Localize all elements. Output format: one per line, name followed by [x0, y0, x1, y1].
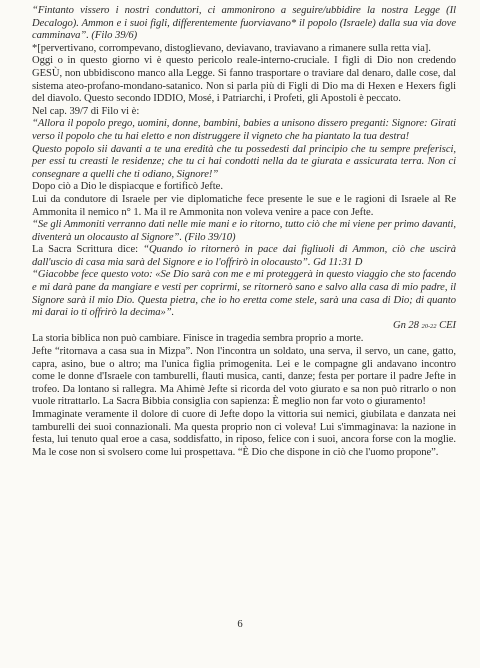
paragraph-scripture-judges	[32, 244, 456, 269]
reference-source: CEI	[439, 319, 456, 331]
paragraph-prayer-1: “Allora il popolo prego, uomini, donne, bambini, babies a unisono dissero preganti: Signore: Girati verso il popolo che tu hai eletto e non distruggere il vigneto che ha piantato la tua destra!	[32, 118, 456, 142]
page-number: 6	[237, 619, 243, 630]
reference-genesis	[32, 320, 456, 334]
paragraph-filo-intro: Nel cap. 39/7 di Filo vi è:	[32, 105, 140, 117]
scripture-lead: La Sacra Scrittura dice:	[32, 244, 144, 256]
paragraph-jefte-strengthened: Dopo ciò a Dio le dispiacque e fortificò Jefte.	[32, 181, 223, 193]
paragraph-jacob-vow: “Giacobbe fece questo voto: «Se Dio sarà con me e mi proteggerà in questo viaggio che sto facendo e mi darà pane da mangiare e vesti per coprirmi, se ritornerò sano e salvo alla casa di mio padre, il Signore sarà il mio Dio. Questa pietra, che io ho eretta come stele, sarà una casa di Dio; di quanto mi darai io ti offrirò la decima»”.	[32, 269, 456, 319]
paragraph-tragedy: La storia biblica non può cambiare. Finisce in tragedia sembra proprio a morte.	[32, 333, 364, 345]
paragraph-footnote: *[pervertivano, corrompevano, distoglievano, deviavano, traviavano a rimanere sulla retta via].	[32, 42, 431, 54]
paragraph-filo-39-6: “Fintanto vissero i nostri conduttori, ci ammonirono a seguire/ubbidire la nostra Legge (Il Decalogo). Ammon e i suoi figli, differentemente fuorviavano* il popolo (Israele) dalla sua via dove camminava”. (Filo 39/6)	[32, 5, 456, 42]
scripture-quote: “Quando io ritornerò in pace dai figliuoli di Ammon, ciò che uscirà dall'uscio di casa mia sarà del Signore e io l'offrirò in olocausto”. Gd 11:31 D	[32, 244, 456, 268]
reference-book: Gn 28	[392, 319, 419, 331]
paragraph-today-danger: Oggi o in questo giorno vi è questo pericolo reale-interno-cruciale. I figli di Dio non credendo GESÙ, non ubbidiscono manco alla Legge. Si fanno trasportare o traviare dal denaro, dalle cose, dal sistema ateo-profano-mondano-satanico. Non si parla più di Figli di Dio ma di Hexen e Hexers figli del diavolo. Questo secondo IDDIO, Mosé, i Patriarchi, i Profeti, gli Apostoli è peccato.	[32, 55, 456, 105]
paragraph-prayer-2: Questo popolo sii davanti a te una eredità che tu possedesti dal principio che tu sempre preferisci, per essi tu creasti le residenze; che tu ci hai condotti nella da te giurata e assicurata terra. Non ci consegnare a quelli che ti odiano, Signore!”	[32, 143, 456, 180]
paragraph-mizpa: Jefte “ritornava a casa sua in Mizpa”. Non l'incontra un soldato, una serva, il servo, un cane, gatto, capra, asino, bue o altro; ma l'unica figlia primogenita. Lei e le compagne gli andavano incontro come le donne d'Israele con tamburelli, flauti musica, canti, danze; festa per portare il padre Jefte in trofeo. Da lontano si rallegra. Ma Ahimè Jefte si ricorda del voto giurato e sa non può ritrarlo o non vuole ritrattarlo. La Sacra Bibbia consiglia con sapienza: È meglio non far voto o giuramento!	[32, 346, 456, 408]
paragraph-filo-39-10: “Se gli Ammoniti verranno dati nelle mie mani e io ritorno, tutto ciò che mi viene per primo davanti, diventerà un olocausto al Signore”. (Filo 39/10)	[32, 219, 456, 243]
reference-verses: 20-22	[421, 322, 437, 330]
paragraph-diplomacy: Lui da condutore di Israele per vie diplomatiche fece presente le sue e le ragioni di Israele al Re Ammonita il nemico n° 1. Ma il re Ammonita non voleva venire a pace con Jefte.	[32, 193, 456, 218]
paragraph-imagine: Immaginate veramente il dolore di cuore di Jefte dopo la vittoria sui nemici, giubilata e danzata nei tamburelli dei suoi connazionali. Ma questa proprio non ci voleva! Lui s'immaginava: la nazione in festa, lui tenuto qual eroe a casa, soddisfatto, in riposo, felice con i suoi, ancora forse con la moglie. Ma le cose non si svolsero come lui prospettava. “È Dio che dispone in ciò che l'uomo propone”.	[32, 409, 456, 458]
